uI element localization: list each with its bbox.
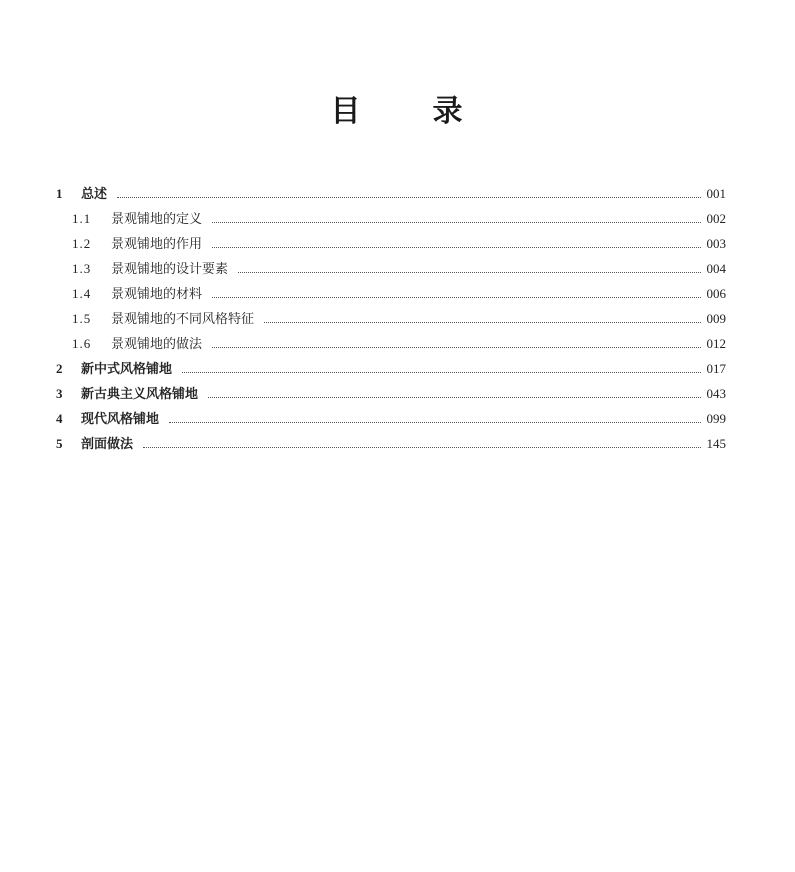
toc-entry-label: 剖面做法	[81, 437, 134, 452]
toc-entry-number: 3	[56, 386, 63, 401]
toc-dot-leader	[212, 297, 700, 298]
toc-dot-leader	[143, 447, 700, 448]
toc-chapter-row[interactable]	[56, 406, 726, 431]
toc-dot-leader	[238, 272, 700, 273]
toc-entry-label: 景观铺地的定义	[111, 212, 203, 227]
toc-entry-label: 新古典主义风格铺地	[81, 387, 199, 402]
toc-page-number: 004	[706, 261, 726, 276]
toc-entry-number: 1	[56, 186, 63, 201]
toc-section-row[interactable]	[56, 231, 726, 256]
toc-section-row[interactable]	[56, 281, 726, 306]
toc-entry-label: 景观铺地的做法	[111, 337, 203, 352]
toc-dot-leader	[212, 347, 700, 348]
toc-page-number: 017	[706, 361, 726, 376]
toc-page-number: 001	[706, 186, 726, 201]
toc-entry-number: 1.5	[72, 311, 92, 326]
toc-dot-leader	[208, 397, 700, 398]
table-of-contents	[56, 181, 726, 456]
toc-page-number: 006	[706, 286, 726, 301]
title-char-2: 录	[432, 94, 465, 129]
toc-dot-leader	[212, 222, 700, 223]
toc-entry-label: 景观铺地的不同风格特征	[111, 312, 255, 327]
toc-page-number: 099	[706, 411, 726, 426]
toc-section-row[interactable]	[56, 206, 726, 231]
toc-entry-label: 景观铺地的设计要素	[111, 262, 229, 277]
toc-entry-number: 4	[56, 411, 63, 426]
toc-page-number: 012	[706, 336, 726, 351]
toc-entry-number: 1.4	[72, 286, 92, 301]
toc-entry-number: 1.1	[72, 211, 92, 226]
toc-dot-leader	[182, 372, 700, 373]
toc-page-number: 002	[706, 211, 726, 226]
toc-entry-label: 景观铺地的作用	[111, 237, 203, 252]
toc-entry-number: 5	[56, 436, 63, 451]
page-title	[0, 86, 795, 130]
toc-chapter-row[interactable]	[56, 431, 726, 456]
toc-dot-leader	[169, 422, 700, 423]
toc-entry-number: 2	[56, 361, 63, 376]
toc-chapter-row[interactable]	[56, 181, 726, 206]
toc-entry-number: 1.3	[72, 261, 92, 276]
toc-entry-number: 1.6	[72, 336, 92, 351]
toc-entry-label: 总述	[81, 187, 108, 202]
toc-page-number: 043	[706, 386, 726, 401]
toc-dot-leader	[212, 247, 700, 248]
toc-section-row[interactable]	[56, 306, 726, 331]
toc-section-row[interactable]	[56, 331, 726, 356]
toc-entry-label: 现代风格铺地	[81, 412, 160, 427]
toc-entry-number: 1.2	[72, 236, 92, 251]
toc-entry-label: 景观铺地的材料	[111, 287, 203, 302]
toc-chapter-row[interactable]	[56, 381, 726, 406]
toc-dot-leader	[264, 322, 700, 323]
toc-entry-label: 新中式风格铺地	[81, 362, 173, 377]
title-char-1: 目	[330, 94, 363, 129]
toc-page-number: 009	[706, 311, 726, 326]
toc-page-number: 003	[706, 236, 726, 251]
toc-chapter-row[interactable]	[56, 356, 726, 381]
toc-dot-leader	[117, 197, 700, 198]
toc-page-number: 145	[706, 436, 726, 451]
toc-section-row[interactable]	[56, 256, 726, 281]
